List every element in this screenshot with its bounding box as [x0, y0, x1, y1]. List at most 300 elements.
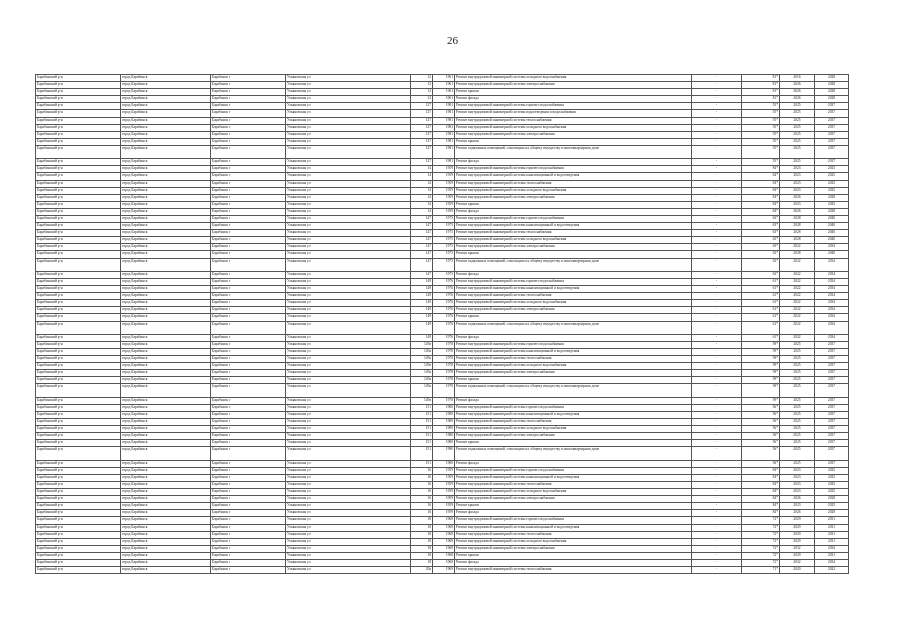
start-year-cell: 2028 — [780, 251, 815, 258]
wear-percent-cell: 55* — [742, 138, 780, 145]
table-row — [36, 75, 849, 82]
house-number-cell: 16 — [411, 474, 433, 481]
house-number-cell: 137 — [411, 145, 433, 158]
town-cell: Барабинск г — [211, 223, 286, 230]
dash-cell: - — [692, 517, 742, 524]
district-cell: Барабинский р-н — [36, 503, 121, 510]
table-row — [36, 307, 849, 314]
town-cell: Барабинск г — [211, 411, 286, 418]
start-year-cell: 2022 — [780, 293, 815, 300]
street-cell: Ульяновская ул — [286, 567, 411, 574]
house-number-cell: 149а — [411, 370, 433, 377]
table-row — [36, 341, 849, 348]
house-number-cell: 137 — [411, 131, 433, 138]
build-year-cell: 1981 — [433, 145, 455, 158]
town-cell: Барабинск г — [211, 201, 286, 208]
city-cell: город Барабинск — [121, 131, 211, 138]
city-cell: город Барабинск — [121, 447, 211, 460]
table-row — [36, 194, 849, 201]
wear-percent-cell: 84* — [742, 166, 780, 173]
build-year-cell: 1978 — [433, 341, 455, 348]
table-row — [36, 460, 849, 467]
table-row — [36, 208, 849, 215]
town-cell: Барабинск г — [211, 334, 286, 341]
street-cell: Ульяновская ул — [286, 404, 411, 411]
wear-percent-cell: 55* — [742, 117, 780, 124]
start-year-cell: 2032 — [780, 545, 815, 552]
street-cell: Ульяновская ул — [286, 314, 411, 321]
start-year-cell: 2028 — [780, 215, 815, 222]
work-type-cell: Ремонт внутридомовой инженерной системы электроснабжения — [455, 496, 692, 503]
wear-percent-cell: 56* — [742, 404, 780, 411]
start-year-cell: 2025 — [780, 370, 815, 377]
table-row — [36, 286, 849, 293]
build-year-cell: 1981 — [433, 103, 455, 110]
start-year-cell: 2025 — [780, 419, 815, 426]
street-cell: Ульяновская ул — [286, 145, 411, 158]
city-cell: город Барабинск — [121, 321, 211, 334]
city-cell: город Барабинск — [121, 411, 211, 418]
start-year-cell: 2025 — [780, 426, 815, 433]
end-year-cell: 2025 — [815, 503, 849, 510]
work-type-cell: Ремонт внутридомовой инженерной системы горячего водоснабжения — [455, 215, 692, 222]
town-cell: Барабинск г — [211, 321, 286, 334]
district-cell: Барабинский р-н — [36, 244, 121, 251]
start-year-cell: 2025 — [780, 131, 815, 138]
district-cell: Барабинский р-н — [36, 341, 121, 348]
table-row — [36, 356, 849, 363]
city-cell: город Барабинск — [121, 166, 211, 173]
city-cell: город Барабинск — [121, 138, 211, 145]
table-body — [36, 75, 849, 574]
district-cell: Барабинский р-н — [36, 75, 121, 82]
dash-cell: - — [692, 560, 742, 567]
table-row — [36, 334, 849, 341]
build-year-cell: 1959 — [433, 173, 455, 180]
city-cell: город Барабинск — [121, 460, 211, 467]
street-cell: Ульяновская ул — [286, 103, 411, 110]
city-cell: город Барабинск — [121, 244, 211, 251]
city-cell: город Барабинск — [121, 531, 211, 538]
build-year-cell: 1978 — [433, 363, 455, 370]
street-cell: Ульяновская ул — [286, 187, 411, 194]
house-number-cell: 149 — [411, 321, 433, 334]
table-row — [36, 481, 849, 488]
end-year-cell: 2034 — [815, 545, 849, 552]
house-number-cell: 147 — [411, 230, 433, 237]
build-year-cell: 1980 — [433, 440, 455, 447]
town-cell: Барабинск г — [211, 75, 286, 82]
house-number-cell: 137 — [411, 110, 433, 117]
house-number-cell: 149 — [411, 334, 433, 341]
start-year-cell: 2022 — [780, 271, 815, 278]
street-cell: Ульяновская ул — [286, 258, 411, 271]
work-type-cell: Ремонт фасада — [455, 159, 692, 166]
town-cell: Барабинск г — [211, 567, 286, 574]
work-type-cell: Ремонт подвальных помещений, относящихся к общему имуществу в многоквартирном доме — [455, 447, 692, 460]
wear-percent-cell: 61* — [742, 278, 780, 285]
table-row — [36, 314, 849, 321]
table-row — [36, 145, 849, 158]
town-cell: Барабинск г — [211, 348, 286, 355]
dash-cell: - — [692, 567, 742, 574]
dash-cell: - — [692, 481, 742, 488]
end-year-cell: 2037 — [815, 363, 849, 370]
table-row — [36, 271, 849, 278]
street-cell: Ульяновская ул — [286, 237, 411, 244]
start-year-cell: 2026 — [780, 208, 815, 215]
table-row — [36, 538, 849, 545]
house-number-cell: 18 — [411, 524, 433, 531]
house-number-cell: 149 — [411, 300, 433, 307]
district-cell: Барабинский р-н — [36, 96, 121, 103]
start-year-cell: 2022 — [780, 258, 815, 271]
table-row — [36, 517, 849, 524]
wear-percent-cell: 63* — [742, 237, 780, 244]
work-type-cell: Ремонт внутридомовой инженерной системы канализационной и водоотведения — [455, 223, 692, 230]
town-cell: Барабинск г — [211, 293, 286, 300]
house-number-cell: 149а — [411, 384, 433, 397]
dash-cell: - — [692, 286, 742, 293]
district-cell: Барабинский р-н — [36, 82, 121, 89]
dash-cell: - — [692, 552, 742, 559]
end-year-cell: 2037 — [815, 397, 849, 404]
start-year-cell: 2029 — [780, 538, 815, 545]
table-row — [36, 467, 849, 474]
dash-cell: - — [692, 404, 742, 411]
work-type-cell: Ремонт внутридомовой инженерной системы холодного водоснабжения — [455, 124, 692, 131]
house-number-cell: 20а — [411, 567, 433, 574]
build-year-cell: 1975 — [433, 244, 455, 251]
wear-percent-cell: 59* — [742, 341, 780, 348]
dash-cell: - — [692, 201, 742, 208]
start-year-cell: 2025 — [780, 356, 815, 363]
start-year-cell: 2025 — [780, 433, 815, 440]
district-cell: Барабинский р-н — [36, 131, 121, 138]
table-row — [36, 103, 849, 110]
dash-cell: - — [692, 363, 742, 370]
dash-cell: - — [692, 411, 742, 418]
work-type-cell: Ремонт внутридомовой инженерной системы электроснабжения — [455, 82, 692, 89]
dash-cell: - — [692, 131, 742, 138]
work-type-cell: Ремонт фасада — [455, 96, 692, 103]
district-cell: Барабинский р-н — [36, 278, 121, 285]
wear-percent-cell: 56* — [742, 411, 780, 418]
start-year-cell: 2022 — [780, 300, 815, 307]
house-number-cell: 12 — [411, 75, 433, 82]
dash-cell: - — [692, 348, 742, 355]
street-cell: Ульяновская ул — [286, 411, 411, 418]
wear-percent-cell: 72* — [742, 552, 780, 559]
city-cell: город Барабинск — [121, 271, 211, 278]
district-cell: Барабинский р-н — [36, 411, 121, 418]
end-year-cell: 2037 — [815, 103, 849, 110]
table-row — [36, 278, 849, 285]
build-year-cell: 1978 — [433, 356, 455, 363]
build-year-cell: 1959 — [433, 489, 455, 496]
district-cell: Барабинский р-н — [36, 517, 121, 524]
wear-percent-cell: 61* — [742, 314, 780, 321]
street-cell: Ульяновская ул — [286, 363, 411, 370]
street-cell: Ульяновская ул — [286, 426, 411, 433]
table-row — [36, 215, 849, 222]
dash-cell: - — [692, 538, 742, 545]
build-year-cell: 1968 — [433, 517, 455, 524]
build-year-cell: 1976 — [433, 293, 455, 300]
city-cell: город Барабинск — [121, 341, 211, 348]
town-cell: Барабинск г — [211, 440, 286, 447]
street-cell: Ульяновская ул — [286, 467, 411, 474]
street-cell: Ульяновская ул — [286, 496, 411, 503]
dash-cell: - — [692, 440, 742, 447]
dash-cell: - — [692, 145, 742, 158]
dash-cell: - — [692, 208, 742, 215]
table-row — [36, 138, 849, 145]
build-year-cell: 1961 — [433, 75, 455, 82]
house-number-cell: 12 — [411, 82, 433, 89]
table-row — [36, 404, 849, 411]
dash-cell: - — [692, 117, 742, 124]
town-cell: Барабинск г — [211, 103, 286, 110]
build-year-cell: 1959 — [433, 180, 455, 187]
build-year-cell: 1968 — [433, 531, 455, 538]
district-cell: Барабинский р-н — [36, 173, 121, 180]
build-year-cell: 1976 — [433, 278, 455, 285]
house-number-cell: 14 — [411, 208, 433, 215]
city-cell: город Барабинск — [121, 258, 211, 271]
wear-percent-cell: 56* — [742, 447, 780, 460]
start-year-cell: 2025 — [780, 145, 815, 158]
start-year-cell: 2026 — [780, 510, 815, 517]
district-cell: Барабинский р-н — [36, 103, 121, 110]
start-year-cell: 2025 — [780, 124, 815, 131]
build-year-cell: 1976 — [433, 321, 455, 334]
end-year-cell: 2037 — [815, 159, 849, 166]
street-cell: Ульяновская ул — [286, 293, 411, 300]
wear-percent-cell: 59* — [742, 356, 780, 363]
work-type-cell: Ремонт внутридомовой инженерной системы электроснабжения — [455, 307, 692, 314]
city-cell: город Барабинск — [121, 545, 211, 552]
town-cell: Барабинск г — [211, 166, 286, 173]
start-year-cell: 2029 — [780, 524, 815, 531]
build-year-cell: 1959 — [433, 201, 455, 208]
district-cell: Барабинский р-н — [36, 166, 121, 173]
start-year-cell: 2029 — [780, 531, 815, 538]
start-year-cell: 2023 — [780, 467, 815, 474]
district-cell: Барабинский р-н — [36, 223, 121, 230]
build-year-cell: 1968 — [433, 560, 455, 567]
end-year-cell: 2037 — [815, 131, 849, 138]
wear-percent-cell: 61* — [742, 300, 780, 307]
town-cell: Барабинск г — [211, 314, 286, 321]
end-year-cell: 2034 — [815, 278, 849, 285]
end-year-cell: 2025 — [815, 474, 849, 481]
table-row — [36, 321, 849, 334]
build-year-cell: 1978 — [433, 348, 455, 355]
district-cell: Барабинский р-н — [36, 293, 121, 300]
city-cell: город Барабинск — [121, 433, 211, 440]
build-year-cell: 1968 — [433, 545, 455, 552]
table-row — [36, 258, 849, 271]
street-cell: Ульяновская ул — [286, 510, 411, 517]
start-year-cell: 2022 — [780, 321, 815, 334]
end-year-cell: 2028 — [815, 208, 849, 215]
work-type-cell: Ремонт внутридомовой инженерной системы теплоснабжения — [455, 117, 692, 124]
end-year-cell: 2025 — [815, 481, 849, 488]
wear-percent-cell: 72* — [742, 545, 780, 552]
start-year-cell: 2025 — [780, 377, 815, 384]
build-year-cell: 1959 — [433, 496, 455, 503]
end-year-cell: 2034 — [815, 300, 849, 307]
district-cell: Барабинский р-н — [36, 552, 121, 559]
end-year-cell: 2040 — [815, 215, 849, 222]
town-cell: Барабинск г — [211, 124, 286, 131]
street-cell: Ульяновская ул — [286, 201, 411, 208]
build-year-cell: 1975 — [433, 271, 455, 278]
house-number-cell: 14 — [411, 173, 433, 180]
end-year-cell: 2028 — [815, 75, 849, 82]
table-row — [36, 180, 849, 187]
house-number-cell: 137 — [411, 103, 433, 110]
table-row — [36, 419, 849, 426]
work-type-cell: Ремонт внутридомовой инженерной системы горячего водоснабжения — [455, 467, 692, 474]
street-cell: Ульяновская ул — [286, 384, 411, 397]
district-cell: Барабинский р-н — [36, 286, 121, 293]
table-row — [36, 251, 849, 258]
build-year-cell: 1976 — [433, 334, 455, 341]
wear-percent-cell: 81* — [742, 96, 780, 103]
start-year-cell: 2016 — [780, 75, 815, 82]
district-cell: Барабинский р-н — [36, 531, 121, 538]
house-number-cell: 16 — [411, 481, 433, 488]
city-cell: город Барабинск — [121, 489, 211, 496]
work-type-cell: Ремонт внутридомовой инженерной системы горячего водоснабжения — [455, 404, 692, 411]
work-type-cell: Ремонт внутридомовой инженерной системы теплоснабжения — [455, 230, 692, 237]
end-year-cell: 2037 — [815, 447, 849, 460]
city-cell: город Барабинск — [121, 223, 211, 230]
start-year-cell: 2022 — [780, 278, 815, 285]
dash-cell: - — [692, 258, 742, 271]
town-cell: Барабинск г — [211, 300, 286, 307]
work-type-cell: Ремонт внутридомовой инженерной системы теплоснабжения — [455, 180, 692, 187]
house-number-cell: 149 — [411, 293, 433, 300]
table-row — [36, 89, 849, 96]
town-cell: Барабинск г — [211, 377, 286, 384]
table-row — [36, 426, 849, 433]
build-year-cell: 1981 — [433, 131, 455, 138]
wear-percent-cell: 84* — [742, 201, 780, 208]
street-cell: Ульяновская ул — [286, 244, 411, 251]
build-year-cell: 1975 — [433, 215, 455, 222]
dash-cell: - — [692, 89, 742, 96]
build-year-cell: 1969 — [433, 567, 455, 574]
town-cell: Барабинск г — [211, 356, 286, 363]
house-number-cell: 149а — [411, 363, 433, 370]
district-cell: Барабинский р-н — [36, 481, 121, 488]
district-cell: Барабинский р-н — [36, 397, 121, 404]
work-type-cell: Ремонт внутридомовой инженерной системы холодного водоснабжения — [455, 489, 692, 496]
start-year-cell: 2026 — [780, 194, 815, 201]
build-year-cell: 1959 — [433, 503, 455, 510]
town-cell: Барабинск г — [211, 341, 286, 348]
build-year-cell: 1981 — [433, 124, 455, 131]
street-cell: Ульяновская ул — [286, 440, 411, 447]
dash-cell: - — [692, 384, 742, 397]
start-year-cell: 2025 — [780, 110, 815, 117]
street-cell: Ульяновская ул — [286, 460, 411, 467]
street-cell: Ульяновская ул — [286, 223, 411, 230]
table-row — [36, 300, 849, 307]
start-year-cell: 2026 — [780, 496, 815, 503]
town-cell: Барабинск г — [211, 370, 286, 377]
town-cell: Барабинск г — [211, 117, 286, 124]
district-cell: Барабинский р-н — [36, 545, 121, 552]
district-cell: Барабинский р-н — [36, 89, 121, 96]
table-row — [36, 384, 849, 397]
start-year-cell: 2025 — [780, 447, 815, 460]
district-cell: Барабинский р-н — [36, 187, 121, 194]
house-number-cell: 147 — [411, 244, 433, 251]
start-year-cell: 2020 — [780, 567, 815, 574]
work-type-cell: Ремонт крыши — [455, 377, 692, 384]
table-row — [36, 524, 849, 531]
city-cell: город Барабинск — [121, 474, 211, 481]
end-year-cell: 2037 — [815, 110, 849, 117]
district-cell: Барабинский р-н — [36, 467, 121, 474]
town-cell: Барабинск г — [211, 419, 286, 426]
dash-cell: - — [692, 314, 742, 321]
build-year-cell: 1976 — [433, 300, 455, 307]
table-row — [36, 363, 849, 370]
city-cell: город Барабинск — [121, 496, 211, 503]
town-cell: Барабинск г — [211, 481, 286, 488]
work-type-cell: Ремонт внутридомовой инженерной системы горячего водоснабжения — [455, 278, 692, 285]
district-cell: Барабинский р-н — [36, 447, 121, 460]
city-cell: город Барабинск — [121, 124, 211, 131]
end-year-cell: 2037 — [815, 440, 849, 447]
street-cell: Ульяновская ул — [286, 356, 411, 363]
end-year-cell: 2025 — [815, 166, 849, 173]
house-number-cell: 16 — [411, 496, 433, 503]
street-cell: Ульяновская ул — [286, 131, 411, 138]
town-cell: Барабинск г — [211, 545, 286, 552]
end-year-cell: 2025 — [815, 467, 849, 474]
district-cell: Барабинский р-н — [36, 433, 121, 440]
street-cell: Ульяновская ул — [286, 300, 411, 307]
end-year-cell: 2037 — [815, 145, 849, 158]
district-cell: Барабинский р-н — [36, 258, 121, 271]
wear-percent-cell: 55* — [742, 110, 780, 117]
town-cell: Барабинск г — [211, 244, 286, 251]
work-type-cell: Ремонт внутридомовой инженерной системы канализационной и водоотведения — [455, 474, 692, 481]
start-year-cell: 2025 — [780, 404, 815, 411]
dash-cell: - — [692, 271, 742, 278]
city-cell: город Барабинск — [121, 481, 211, 488]
build-year-cell: 1959 — [433, 474, 455, 481]
dash-cell: - — [692, 510, 742, 517]
end-year-cell: 2022 — [815, 567, 849, 574]
wear-percent-cell: 84* — [742, 481, 780, 488]
street-cell: Ульяновская ул — [286, 433, 411, 440]
town-cell: Барабинск г — [211, 271, 286, 278]
town-cell: Барабинск г — [211, 159, 286, 166]
wear-percent-cell: 63* — [742, 258, 780, 271]
start-year-cell: 2023 — [780, 474, 815, 481]
street-cell: Ульяновская ул — [286, 474, 411, 481]
city-cell: город Барабинск — [121, 356, 211, 363]
street-cell: Ульяновская ул — [286, 117, 411, 124]
town-cell: Барабинск г — [211, 96, 286, 103]
